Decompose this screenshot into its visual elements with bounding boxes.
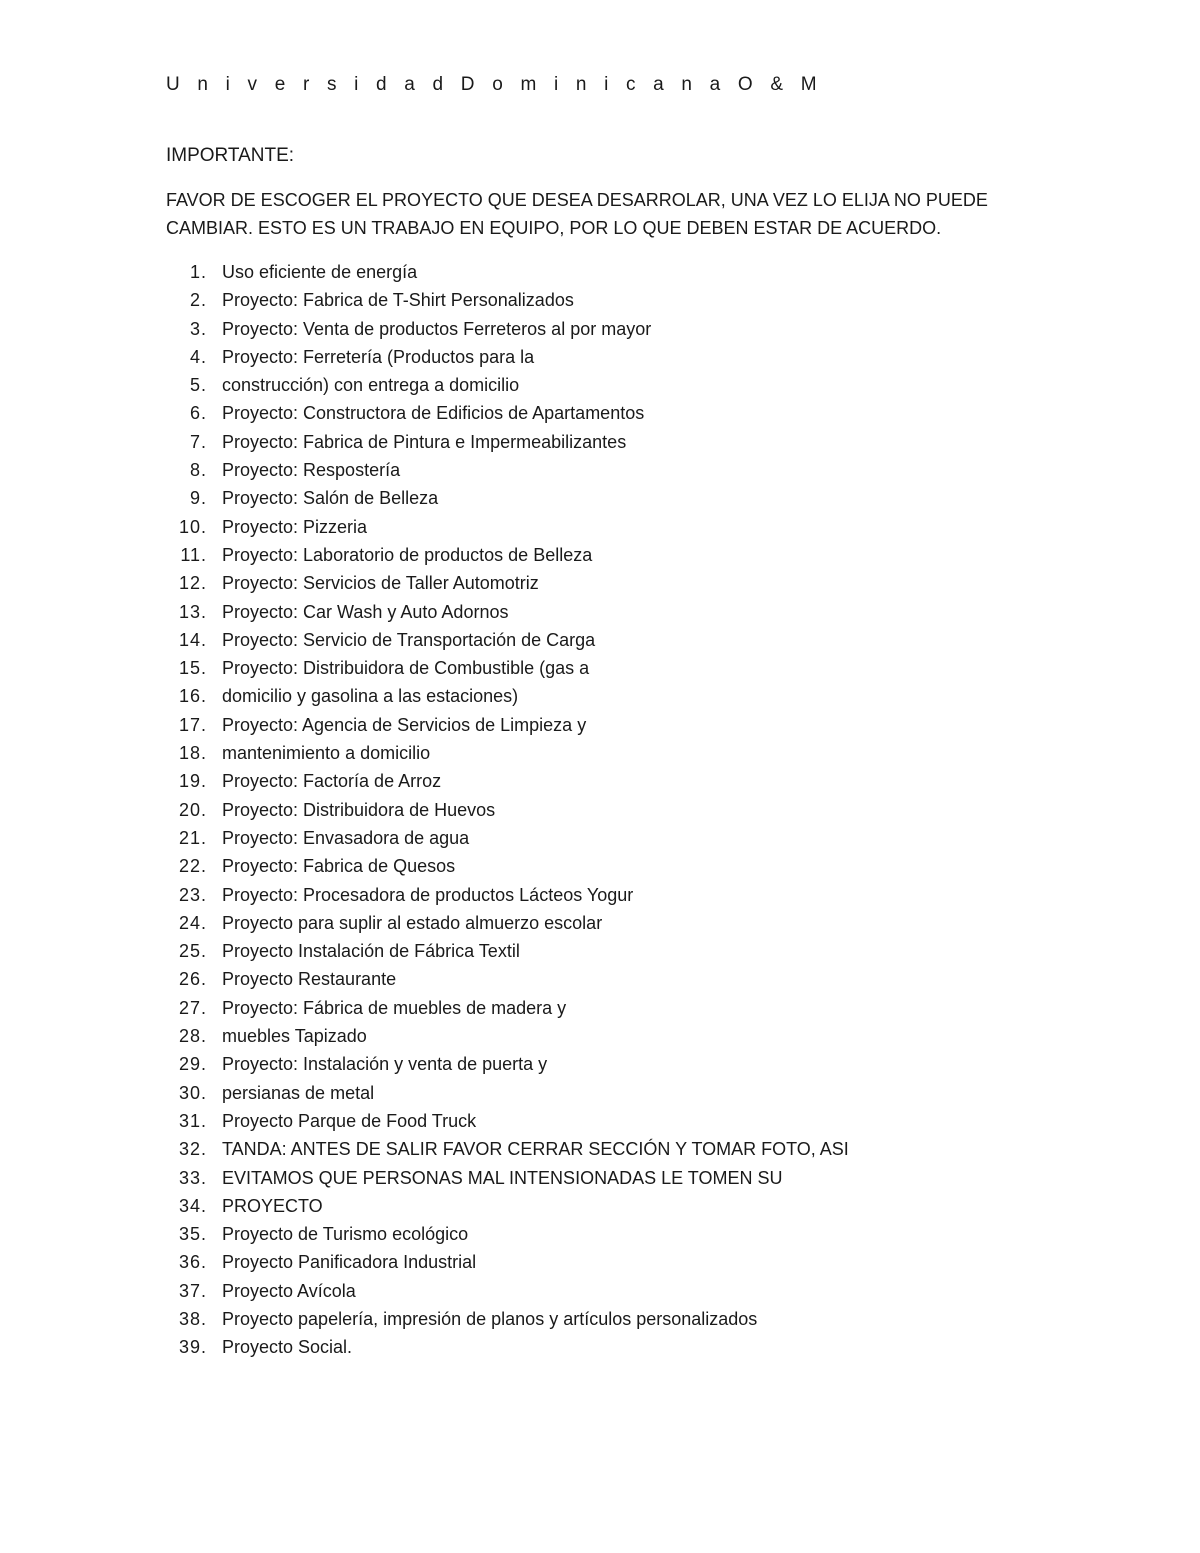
list-item-number: 32. — [178, 1139, 207, 1160]
list-item — [166, 569, 849, 597]
list-item — [166, 513, 849, 541]
list-item — [166, 1107, 849, 1135]
list-item-text: Proyecto Avícola — [222, 1280, 356, 1301]
project-list — [166, 258, 849, 1362]
list-item-number: 26. — [178, 969, 207, 990]
list-item-number: 31. — [178, 1110, 207, 1131]
university-title: U n i v e r s i d a d D o m i n i c a n a O & M — [166, 74, 823, 95]
list-item-text: Proyecto de Turismo ecológico — [222, 1224, 469, 1245]
list-item — [166, 1220, 849, 1248]
list-item-text: Proyecto: Envasadora de agua — [222, 827, 470, 848]
list-item-number: 9. — [189, 488, 207, 509]
list-item-text: domicilio y gasolina a las estaciones) — [222, 686, 519, 707]
list-item-number: 27. — [178, 997, 207, 1018]
list-item-text: Proyecto Instalación de Fábrica Textil — [222, 941, 520, 962]
instructions-line: CAMBIAR. ESTO ES UN TRABAJO EN EQUIPO, POR LO QUE DEBEN ESTAR DE ACUERDO. — [166, 218, 942, 238]
list-item — [166, 598, 849, 626]
list-item-text: Proyecto Social. — [222, 1337, 353, 1358]
list-item-number: 16. — [178, 686, 207, 707]
list-item-number: 17. — [178, 714, 207, 735]
list-item-text: Proyecto: Agencia de Servicios de Limpieza y — [222, 714, 587, 735]
list-item — [166, 909, 849, 937]
list-item-number: 15. — [178, 658, 207, 679]
list-item-text: TANDA: ANTES DE SALIR FAVOR CERRAR SECCIÓN Y TOMAR FOTO, ASI — [222, 1139, 849, 1160]
list-item-number: 3. — [189, 318, 207, 339]
list-item — [166, 1022, 849, 1050]
list-item-text: Proyecto: Salón de Belleza — [222, 488, 439, 509]
list-item — [166, 1050, 849, 1078]
list-item-text: Proyecto: Venta de productos Ferreteros al por mayor — [222, 318, 652, 339]
list-item — [166, 371, 849, 399]
list-item-text: Proyecto: Laboratorio de productos de Belleza — [222, 544, 593, 565]
list-item-number: 21. — [178, 827, 207, 848]
list-item — [166, 258, 849, 286]
list-item — [166, 711, 849, 739]
list-item — [166, 1333, 849, 1361]
list-item-number: 20. — [178, 799, 207, 820]
list-item-text: Proyecto: Fábrica de muebles de madera y — [222, 997, 567, 1018]
list-item-text: Proyecto: Pizzeria — [222, 516, 368, 537]
list-item-text: Proyecto: Servicio de Transportación de Carga — [222, 629, 596, 650]
list-item — [166, 796, 849, 824]
list-item-number: 5. — [189, 375, 207, 396]
list-item-number: 19. — [178, 771, 207, 792]
list-item-number: 1. — [189, 262, 207, 282]
list-item-number: 4. — [189, 346, 207, 367]
list-item-text: Proyecto: Fabrica de Quesos — [222, 856, 456, 877]
list-item — [166, 965, 849, 993]
list-item-number: 22. — [178, 856, 207, 877]
list-item — [166, 937, 849, 965]
list-item-number: 34. — [178, 1195, 207, 1216]
list-item-number: 24. — [178, 912, 207, 933]
list-item-text: persianas de metal — [222, 1082, 375, 1103]
list-item-text: Proyecto Parque de Food Truck — [222, 1110, 477, 1131]
list-item-text: Proyecto: Car Wash y Auto Adornos — [222, 601, 509, 622]
list-item-number: 13. — [178, 601, 207, 622]
list-item-text: Proyecto: Fabrica de Pintura e Impermeabilizantes — [222, 431, 627, 452]
list-item-number: 30. — [178, 1082, 207, 1103]
list-item — [166, 767, 849, 795]
list-item-text: Uso eficiente de energía — [222, 262, 418, 282]
list-item-text: Proyecto Restaurante — [222, 969, 397, 990]
list-item — [166, 428, 849, 456]
list-item-text: Proyecto: Ferretería (Productos para la — [222, 346, 535, 367]
list-item — [166, 1248, 849, 1276]
list-item-number: 8. — [189, 460, 207, 481]
list-item-number: 35. — [178, 1224, 207, 1245]
list-item — [166, 682, 849, 710]
list-item-number: 12. — [178, 573, 207, 594]
list-item-number: 11. — [180, 544, 207, 565]
list-item — [166, 881, 849, 909]
list-item — [166, 824, 849, 852]
list-item-number: 25. — [178, 941, 207, 962]
list-item — [166, 1164, 849, 1192]
list-item-number: 36. — [178, 1252, 207, 1273]
list-item-text: Proyecto: Constructora de Edificios de Apartamentos — [222, 403, 645, 424]
list-item-text: Proyecto: Distribuidora de Huevos — [222, 799, 496, 820]
list-item-text: Proyecto: Servicios de Taller Automotriz — [222, 573, 539, 594]
important-heading: IMPORTANTE: — [166, 145, 295, 166]
instructions-line: FAVOR DE ESCOGER EL PROYECTO QUE DESEA DESARROLAR, UNA VEZ LO ELIJA NO PUEDE — [166, 190, 988, 210]
list-item-number: 10. — [178, 516, 207, 537]
list-item-number: 14. — [178, 629, 207, 650]
list-item — [166, 286, 849, 314]
list-item — [166, 1305, 849, 1333]
list-item — [166, 456, 849, 484]
list-item-text: Proyecto para suplir al estado almuerzo escolar — [222, 912, 603, 933]
list-item-text: EVITAMOS QUE PERSONAS MAL INTENSIONADAS LE TOMEN SU — [222, 1167, 783, 1188]
list-item-number: 6. — [189, 403, 207, 424]
list-item-text: Proyecto papelería, impresión de planos y artículos personalizados — [222, 1308, 758, 1329]
list-item-text: Proyecto: Fabrica de T-Shirt Personalizados — [222, 290, 574, 311]
list-item-text: Proyecto: Distribuidora de Combustible (gas a — [222, 658, 590, 679]
list-item-number: 33. — [178, 1167, 207, 1188]
list-item — [166, 315, 849, 343]
list-item-number: 38. — [178, 1308, 207, 1329]
list-item — [166, 654, 849, 682]
list-item-number: 18. — [178, 743, 207, 764]
list-item-text: Proyecto: Procesadora de productos Lácteos Yogur — [222, 884, 634, 905]
instructions-paragraph — [166, 186, 988, 242]
list-item-text: construcción) con entrega a domicilio — [222, 375, 520, 396]
list-item-text: mantenimiento a domicilio — [222, 743, 431, 764]
list-item-text: Proyecto: Respostería — [222, 460, 401, 481]
list-item — [166, 399, 849, 427]
list-item — [166, 1079, 849, 1107]
list-item — [166, 484, 849, 512]
list-item — [166, 739, 849, 767]
list-item — [166, 343, 849, 371]
list-item — [166, 1135, 849, 1163]
list-item-number: 37. — [178, 1280, 207, 1301]
list-item — [166, 541, 849, 569]
list-item-number: 28. — [178, 1026, 207, 1047]
list-item-text: Proyecto Panificadora Industrial — [222, 1252, 477, 1273]
list-item-number: 2. — [189, 290, 207, 311]
list-item-number: 39. — [178, 1337, 207, 1358]
list-item-number: 29. — [178, 1054, 207, 1075]
list-item — [166, 1277, 849, 1305]
list-item — [166, 626, 849, 654]
list-item-text: PROYECTO — [222, 1195, 323, 1216]
list-item-number: 7. — [189, 431, 207, 452]
list-item-text: Proyecto: Factoría de Arroz — [222, 771, 442, 792]
list-item — [166, 852, 849, 880]
list-item — [166, 1192, 849, 1220]
list-item — [166, 994, 849, 1022]
list-item-text: muebles Tapizado — [222, 1026, 367, 1047]
list-item-text: Proyecto: Instalación y venta de puerta y — [222, 1054, 548, 1075]
list-item-number: 23. — [178, 884, 207, 905]
